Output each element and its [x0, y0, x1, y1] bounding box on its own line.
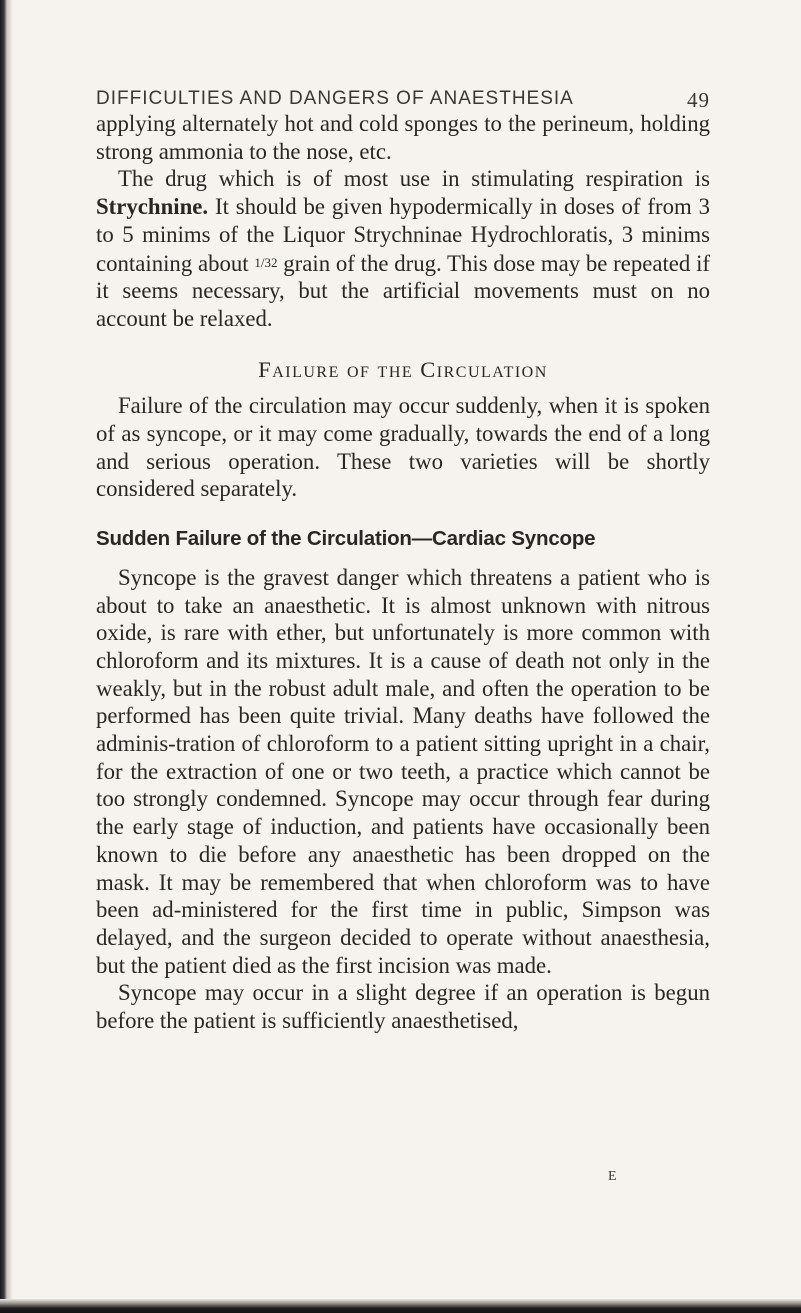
page-bottom-edge — [0, 1299, 801, 1313]
paragraph-1: applying alternately hot and cold sponges to the perineum, holding strong ammonia to the nose, etc. — [96, 111, 710, 164]
paragraph-2 — [96, 165, 710, 332]
paragraph-3: Failure of the circulation may occur suddenly, when it is spoken of as syncope, or it may come gradually, towards the end of a long and serious operation. These two varieties will be shortly considered separately. — [96, 393, 710, 502]
paragraph-2-after: grain of the drug. This dose may be repeated if it seems necessary, but the artificial movements must on no account be relaxed. — [96, 250, 710, 331]
strychnine-term: Strychnine. — [96, 194, 209, 220]
page-left-edge — [0, 0, 12, 1313]
page-number: 49 — [687, 88, 710, 112]
signature-mark: E — [608, 1169, 618, 1184]
paragraph-2-before: The drug which is of most use in stimulating respiration is — [118, 166, 710, 192]
paragraph-5: Syncope may occur in a slight degree if an operation is begun before the patient is sufficiently anaesthetised, — [96, 980, 710, 1034]
paragraph-4: Syncope is the gravest danger which threatens a patient who is about to take an anaesthetic. It is almost unknown with nitrous oxide, is rare with ether, but unfortunately is more common with chloroform and its mixtures. It is a cause of death not only in the weakly, but in the robust adult male, and often the operation to be performed has been quite trivial. Many deaths have followed the adminis-tration of chloroform to a patient sitting upright in a chair, for the extraction of one or two teeth, a practice which cannot be too strongly condemned. Syncope may occur through fear during the early stage of induction, and patients have occasionally been known to die before any anaesthetic has been dropped on the mask. It may be remembered that when chloroform was to have been ad-ministered for the first time in public, Simpson was delayed, and the surgeon decided to operate without anaesthesia, but the patient died as the first incision was made. — [96, 564, 710, 978]
sub-heading: Sudden Failure of the Circulation—Cardiac Syncope — [96, 527, 596, 551]
body-text — [96, 110, 710, 1035]
section-heading: Failure of the Circulation — [258, 356, 548, 382]
running-title: DIFFICULTIES AND DANGERS OF ANAESTHESIA — [96, 88, 574, 109]
paragraph-2-middle: It should be given hypodermically in doses of from 3 to 5 minims of the Liquor Strychninae Hydrochloratis, 3 minims containing about — [96, 194, 710, 276]
dose-fraction: 1/32 — [254, 254, 278, 270]
